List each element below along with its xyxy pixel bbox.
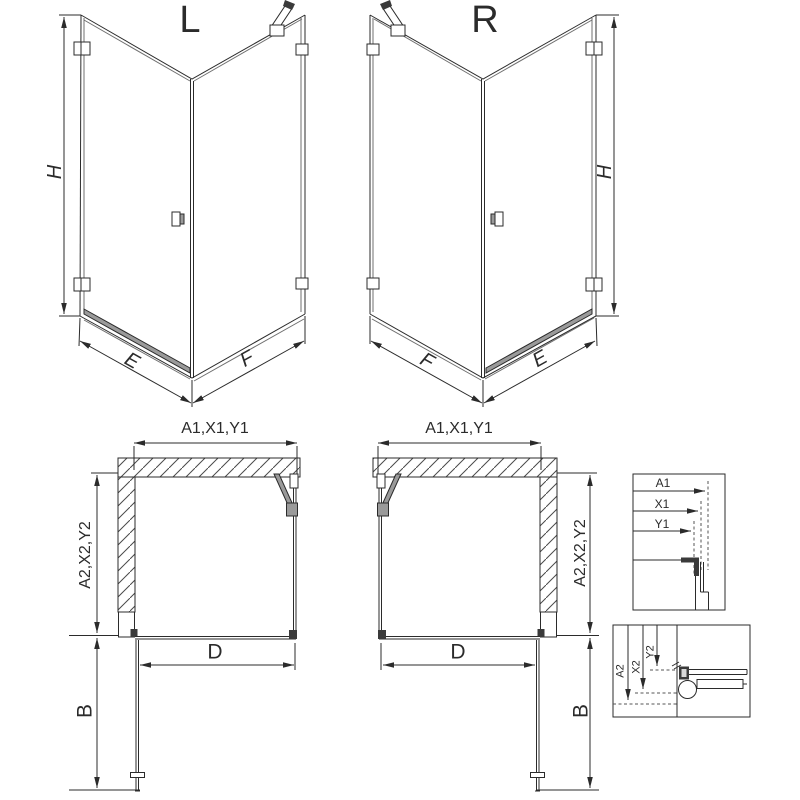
door-handle-icon xyxy=(131,773,145,778)
door-handle-icon xyxy=(531,773,545,778)
iso-right-f-dim-label: F xyxy=(416,348,438,374)
plan-left-top-dim-label: A1,X1,Y1 xyxy=(181,420,249,437)
detail-x1-label: X1 xyxy=(654,497,670,511)
wall-top xyxy=(118,458,300,477)
hinge-icon xyxy=(74,278,90,291)
panel-corner-connector xyxy=(378,630,386,639)
iso-left-height-dim-label: H xyxy=(44,164,66,180)
iso-right-label: R xyxy=(471,0,499,41)
plan-left-side-dim-label: A2,X2,Y2 xyxy=(77,521,94,589)
plan-left-view xyxy=(69,443,300,791)
detail-y2-label: Y2 xyxy=(644,645,657,659)
wall-bracket-icon xyxy=(296,278,308,289)
plan-left-door-dim-label: B xyxy=(73,703,97,719)
iso-right-e-dim-label: E xyxy=(528,346,552,372)
iso-right-height-dim-label: H xyxy=(594,164,616,180)
iso-left-label: L xyxy=(179,0,201,41)
detail-x2-label: X2 xyxy=(630,660,643,674)
iso-right-view xyxy=(367,0,619,407)
detail-a1-label: A1 xyxy=(655,476,671,490)
wall-bracket-icon xyxy=(367,44,379,55)
detail-y1-label: Y1 xyxy=(654,517,670,531)
door-hinge xyxy=(131,629,138,637)
plan-left-opening-dim-label: D xyxy=(207,640,223,664)
wall-right xyxy=(540,477,557,612)
panel-corner-connector xyxy=(289,630,297,639)
detail-a2-label: A2 xyxy=(614,664,627,678)
iso-left-e-dim-label: E xyxy=(120,348,144,374)
plan-right-door-dim-label: B xyxy=(569,703,593,719)
panel-wall-bracket xyxy=(377,474,385,488)
plan-right-side-dim-label: A2,X2,Y2 xyxy=(572,519,589,587)
wall-bracket-icon xyxy=(296,44,308,55)
door-handle-icon xyxy=(172,212,180,226)
door-handle-icon xyxy=(495,212,503,226)
door-hinge xyxy=(538,629,545,637)
plan-right-view xyxy=(373,443,599,791)
wall-profile-detail xyxy=(633,474,725,610)
panel-wall-bracket xyxy=(290,474,298,488)
hinge-icon xyxy=(74,42,90,55)
plan-right-opening-dim-label: D xyxy=(450,640,466,664)
iso-left-f-dim-label: F xyxy=(236,346,258,372)
plan-right-top-dim-label: A1,X1,Y1 xyxy=(425,420,493,437)
iso-left-view xyxy=(59,0,308,407)
wall-bracket-icon xyxy=(367,278,379,289)
wall-left xyxy=(118,477,135,612)
